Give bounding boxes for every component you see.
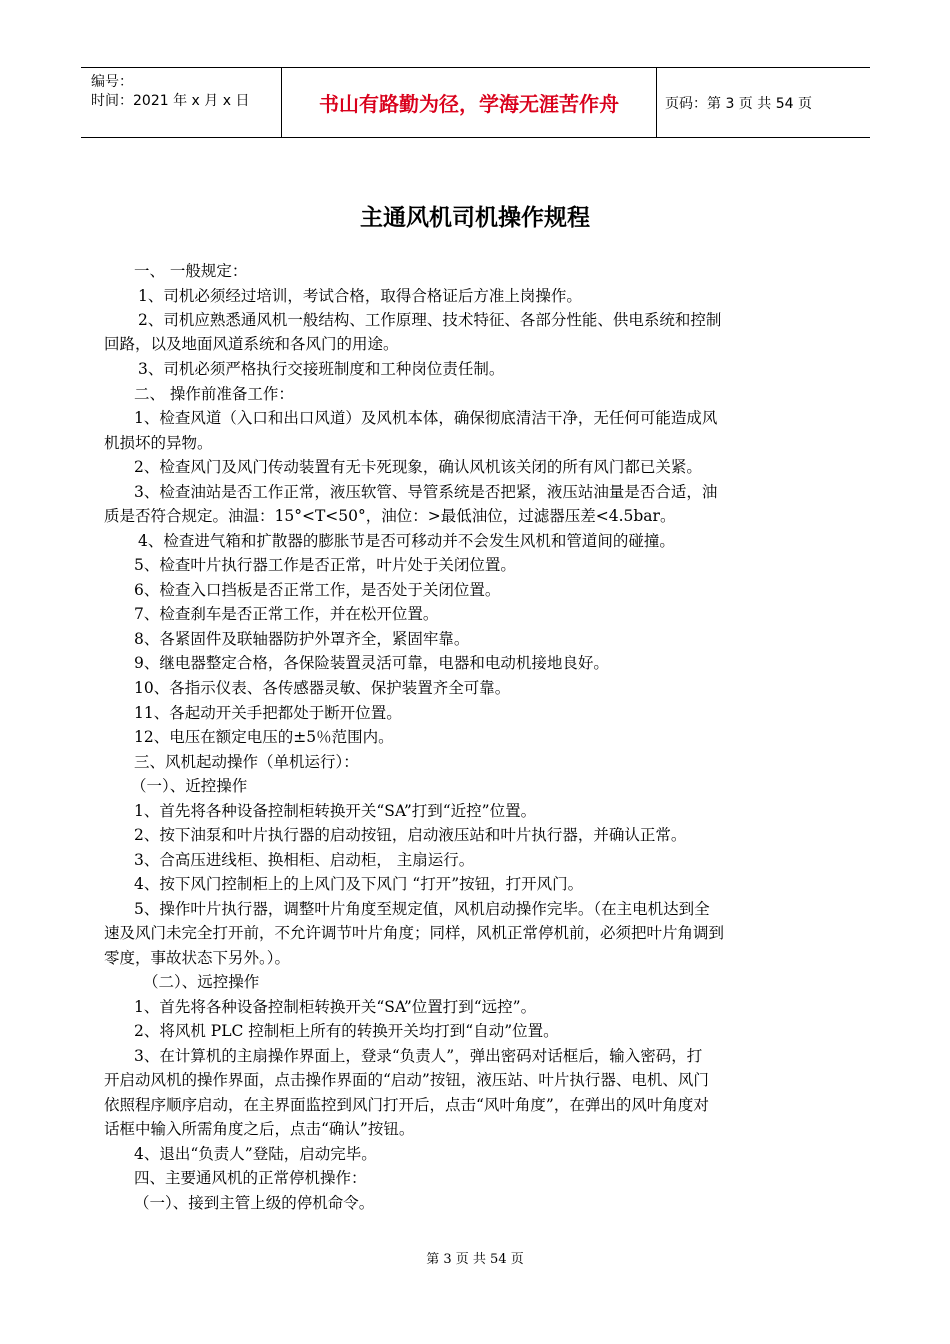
page-info: 页码：第 3 页 共 54 页 (665, 95, 812, 112)
paragraph-line: 2、司机应熟悉通风机一般结构、工作原理、技术特征、各部分性能、供电系统和控制 (138, 311, 722, 329)
header-right-cell (656, 68, 870, 137)
paragraph-line: 11、各起动开关手把都处于断开位置。 (134, 704, 402, 722)
paragraph-line: 机损坏的异物。 (104, 434, 213, 452)
paragraph-line: 零度，事故状态下另外。）。 (104, 949, 291, 967)
paragraph-line: 4、按下风门控制柜上的上风门及下风门 “打开”按钮，打开风门。 (134, 875, 584, 893)
paragraph-line: 2、检查风门及风门传动装置有无卡死现象，确认风机该关闭的所有风门都已关紧。 (134, 458, 702, 476)
document-title: 主通风机司机操作规程 (360, 205, 590, 231)
paragraph-line: 6、检查入口挡板是否正常工作，是否处于关闭位置。 (134, 581, 501, 599)
paragraph-line: 回路，以及地面风道系统和各风门的用途。 (104, 335, 399, 353)
page-footer: 第 3 页 共 54 页 (426, 1252, 524, 1267)
paragraph-line: 5、操作叶片执行器，调整叶片角度至规定值，风机启动操作完毕。（在主电机达到全 (134, 900, 710, 918)
paragraph-line: 12、电压在额定电压的±5％范围内。 (134, 728, 394, 746)
paragraph-line: 1、首先将各种设备控制柜转换开关“SA”位置打到“远控”。 (134, 998, 537, 1016)
page-header (81, 67, 870, 138)
paragraph-line: 2、按下油泵和叶片执行器的启动按钮，启动液压站和叶片执行器，并确认正常。 (134, 826, 687, 844)
header-motto: 书山有路勤为径，学海无涯苦作舟 (281, 68, 657, 137)
document-date: 时间：2021 年 x 月 x 日 (91, 93, 250, 109)
paragraph-line: 依照程序顺序启动，在主界面监控到风门打开后，点击“风叶角度”，在弹出的风叶角度对 (104, 1096, 709, 1114)
paragraph-line: 3、在计算机的主扇操作界面上，登录“负责人”，弹出密码对话框后，输入密码，打 (134, 1047, 703, 1065)
paragraph-line: 2、将风机 PLC 控制柜上所有的转换开关均打到“自动”位置。 (134, 1022, 559, 1040)
paragraph-line: 速及风门未完全打开前，不允许调节叶片角度；同样，风机正常停机前，必须把叶片角调到 (104, 924, 725, 942)
paragraph-line: 1、首先将各种设备控制柜转换开关“SA”打到“近控”位置。 (134, 802, 537, 820)
paragraph-line: 8、各紧固件及联轴器防护外罩齐全，紧固牢靠。 (134, 630, 470, 648)
paragraph-line: 1、检查风道（入口和出口风道）及风机本体，确保彻底清洁干净，无任何可能造成风 (134, 409, 718, 427)
paragraph-line: 一、 一般规定： (134, 262, 248, 280)
paragraph-line: 质是否符合规定。油温：15°<T<50°，油位：>最低油位，过滤器压差<4.5bar。 (104, 507, 676, 525)
paragraph-line: 7、检查刹车是否正常工作，并在松开位置。 (134, 605, 439, 623)
paragraph-line: 5、检查叶片执行器工作是否正常，叶片处于关闭位置。 (134, 556, 516, 574)
paragraph-line: （一）、近控操作 (131, 777, 248, 795)
document-number-label: 编号： (91, 74, 133, 90)
paragraph-line: 10、各指示仪表、各传感器灵敏、保护装置齐全可靠。 (134, 679, 511, 697)
paragraph-line: 开启动风机的操作界面，点击操作界面的“启动”按钮，液压站、叶片执行器、电机、风门 (104, 1071, 709, 1089)
paragraph-line: （二）、远控操作 (143, 973, 260, 991)
paragraph-line: 话框中输入所需角度之后，点击“确认”按钮。 (104, 1120, 415, 1138)
paragraph-line: 9、继电器整定合格，各保险装置灵活可靠，电器和电动机接地良好。 (134, 654, 609, 672)
paragraph-line: 3、合高压进线柜、换相柜、启动柜， 主扇运行。 (134, 851, 475, 869)
paragraph-line: 二、 操作前准备工作： (134, 385, 294, 403)
paragraph-line: 四、主要通风机的正常停机操作： (134, 1169, 367, 1187)
header-left-cell (81, 68, 281, 137)
paragraph-line: 4、检查进气箱和扩散器的膨胀节是否可移动并不会发生风机和管道间的碰撞。 (138, 532, 675, 550)
paragraph-line: 3、司机必须严格执行交接班制度和工种岗位责任制。 (138, 360, 505, 378)
paragraph-line: 三、风机起动操作（单机运行）： (134, 753, 359, 771)
paragraph-line: 1、司机必须经过培训，考试合格，取得合格证后方准上岗操作。 (138, 287, 582, 305)
paragraph-line: （一）、接到主管上级的停机命令。 (134, 1194, 375, 1212)
paragraph-line: 3、检查油站是否工作正常，液压软管、导管系统是否把紧，液压站油量是否合适，油 (134, 483, 718, 501)
paragraph-line: 4、退出“负责人”登陆，启动完毕。 (134, 1145, 377, 1163)
